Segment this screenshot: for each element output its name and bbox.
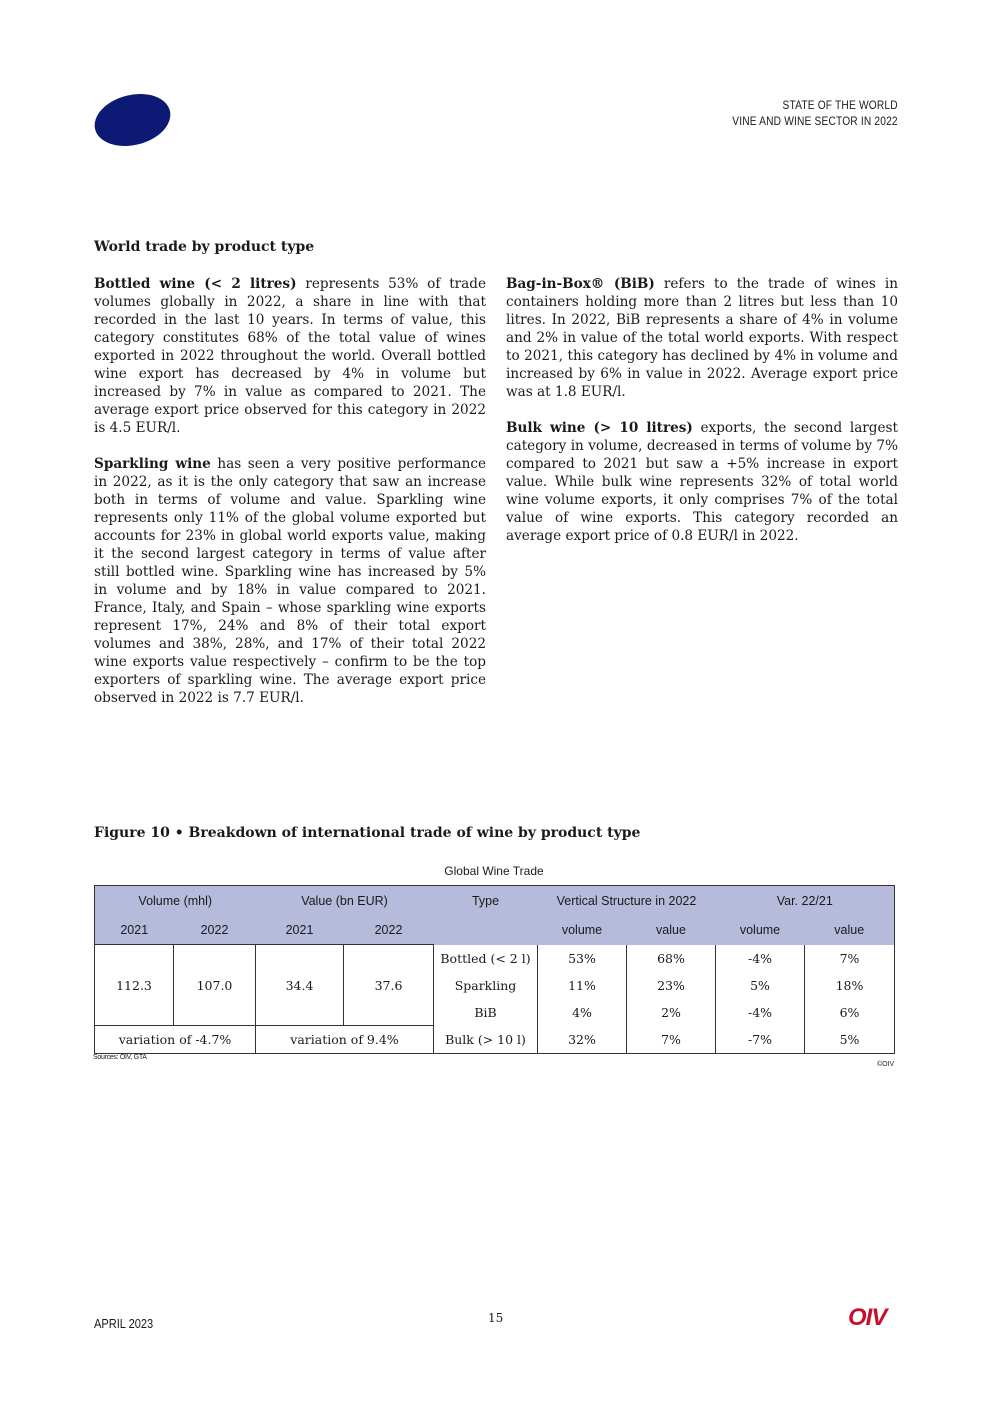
table-title: Global Wine Trade: [444, 864, 544, 878]
lead-bulk: Bulk wine (> 10 litres): [506, 420, 693, 436]
subheader: value: [805, 915, 895, 945]
volume-variation: variation of -4.7%: [95, 1026, 256, 1054]
var-volume: -4%: [716, 945, 805, 972]
vs-volume: 32%: [538, 1026, 627, 1054]
type-cell: Bulk (> 10 l): [434, 1026, 538, 1054]
subheader: volume: [538, 915, 627, 945]
subheader: volume: [716, 915, 805, 945]
lead-bottled: Bottled wine (< 2 litres): [94, 276, 297, 292]
subheader: 2022: [174, 915, 256, 945]
text-bottled: represents 53% of trade volumes globally in 2022, a share in line with that recorded in the last 10 years. In terms of value, this category constitutes 68% of the total value of wines exported in 2022 throughout the world. Overall bottled wine export has decreased by 4% in volume but increased by 7% in value as compared to 2021. The average export price observed for this category in 2022 is 4.5 EUR/l.: [94, 276, 487, 436]
table-subheader-row: [95, 915, 895, 945]
volume-2022: 107.0: [174, 945, 256, 1026]
table-header-row: [95, 886, 895, 916]
paragraph-bib: [506, 275, 898, 401]
var-value: 18%: [805, 972, 895, 999]
text-sparkling: has seen a very positive performance in 2022, as it is the only category that saw an increase both in terms of volume and value. Sparkling wine represents only 11% of the global volume exported but accounts for 23% in global world exports value, making it the second largest category in terms of value after still bottled wine. Sparkling wine has increased by 5% in volume and by 18% in value compared to 2021. France, Italy, and Spain – whose sparkling wine exports represent 17%, 24% and 8% of their total export volumes and 38%, 28%, and 17% of their total 2022 wine exports value respectively – confirm to be the top exporters of sparkling wine. The average export price observed in 2022 is 7.7 EUR/l.: [94, 456, 486, 706]
paragraph-sparkling: [94, 455, 486, 707]
value-2022: 37.6: [344, 945, 434, 1026]
header-variation: Var. 22/21: [716, 886, 895, 916]
trade-table: [94, 885, 895, 1054]
var-value: 5%: [805, 1026, 895, 1054]
table-copyright: ©OIV: [877, 1061, 895, 1068]
vs-value: 23%: [627, 972, 716, 999]
vs-volume: 11%: [538, 972, 627, 999]
vs-volume: 53%: [538, 945, 627, 972]
publisher-logo-ellipse: [89, 86, 176, 153]
page-number: 15: [488, 1311, 504, 1325]
subheader: value: [627, 915, 716, 945]
subheader: 2022: [344, 915, 434, 945]
figure-caption: Figure 10 • Breakdown of international trade of wine by product type: [94, 825, 641, 841]
vs-value: 7%: [627, 1026, 716, 1054]
footer-date: APRIL 2023: [94, 1316, 154, 1331]
vs-value: 2%: [627, 999, 716, 1026]
type-cell: Bottled (< 2 l): [434, 945, 538, 972]
value-2021: 34.4: [256, 945, 344, 1026]
vs-volume: 4%: [538, 999, 627, 1026]
header-vertical-structure: Vertical Structure in 2022: [538, 886, 716, 916]
header-line-2: VINE AND WINE SECTOR IN 2022: [732, 114, 898, 128]
var-value: 7%: [805, 945, 895, 972]
subheader: 2021: [95, 915, 174, 945]
table-row: [95, 1026, 895, 1054]
lead-sparkling: Sparkling wine: [94, 456, 211, 472]
var-volume: -4%: [716, 999, 805, 1026]
table-row: [95, 945, 895, 972]
paragraph-bulk: [506, 419, 898, 545]
lead-bib: Bag-in-Box® (BiB): [506, 276, 655, 292]
text-bulk: exports, the second largest category in volume, decreased in terms of volume by 7% compared to 2021 but saw a +5% increase in export value. While bulk wine represents 32% of total world wine volume exports, it only comprises 7% of the total value of wine exports. This category recorded an average export price of 0.8 EUR/l in 2022.: [506, 420, 898, 544]
volume-2021: 112.3: [95, 945, 174, 1026]
oiv-logo: OIV: [848, 1304, 887, 1331]
paragraph-bottled: [94, 275, 486, 437]
subheader-empty: [434, 915, 538, 945]
header-value: Value (bn EUR): [256, 886, 434, 916]
var-volume: 5%: [716, 972, 805, 999]
header-volume: Volume (mhl): [95, 886, 256, 916]
vs-value: 68%: [627, 945, 716, 972]
report-header: [732, 97, 898, 129]
text-bib: refers to the trade of wines in containers holding more than 2 litres but less than 10 litres. In 2022, BiB represents a share of 4% in volume and 2% in value of the total world exports. With respect to 2021, this category has declined by 4% in volume and increased by 6% in value in 2022. Average export price was at 1.8 EUR/l.: [506, 276, 898, 400]
right-column: [506, 275, 898, 563]
left-column: [94, 275, 486, 725]
value-variation: variation of 9.4%: [256, 1026, 434, 1054]
var-volume: -7%: [716, 1026, 805, 1054]
type-cell: BiB: [434, 999, 538, 1026]
var-value: 6%: [805, 999, 895, 1026]
subheader: 2021: [256, 915, 344, 945]
type-cell: Sparkling: [434, 972, 538, 999]
section-title: World trade by product type: [94, 239, 315, 255]
header-line-1: STATE OF THE WORLD: [782, 98, 898, 112]
table-sources: Sources: OIV, GTA: [93, 1054, 147, 1061]
header-type: Type: [434, 886, 538, 916]
